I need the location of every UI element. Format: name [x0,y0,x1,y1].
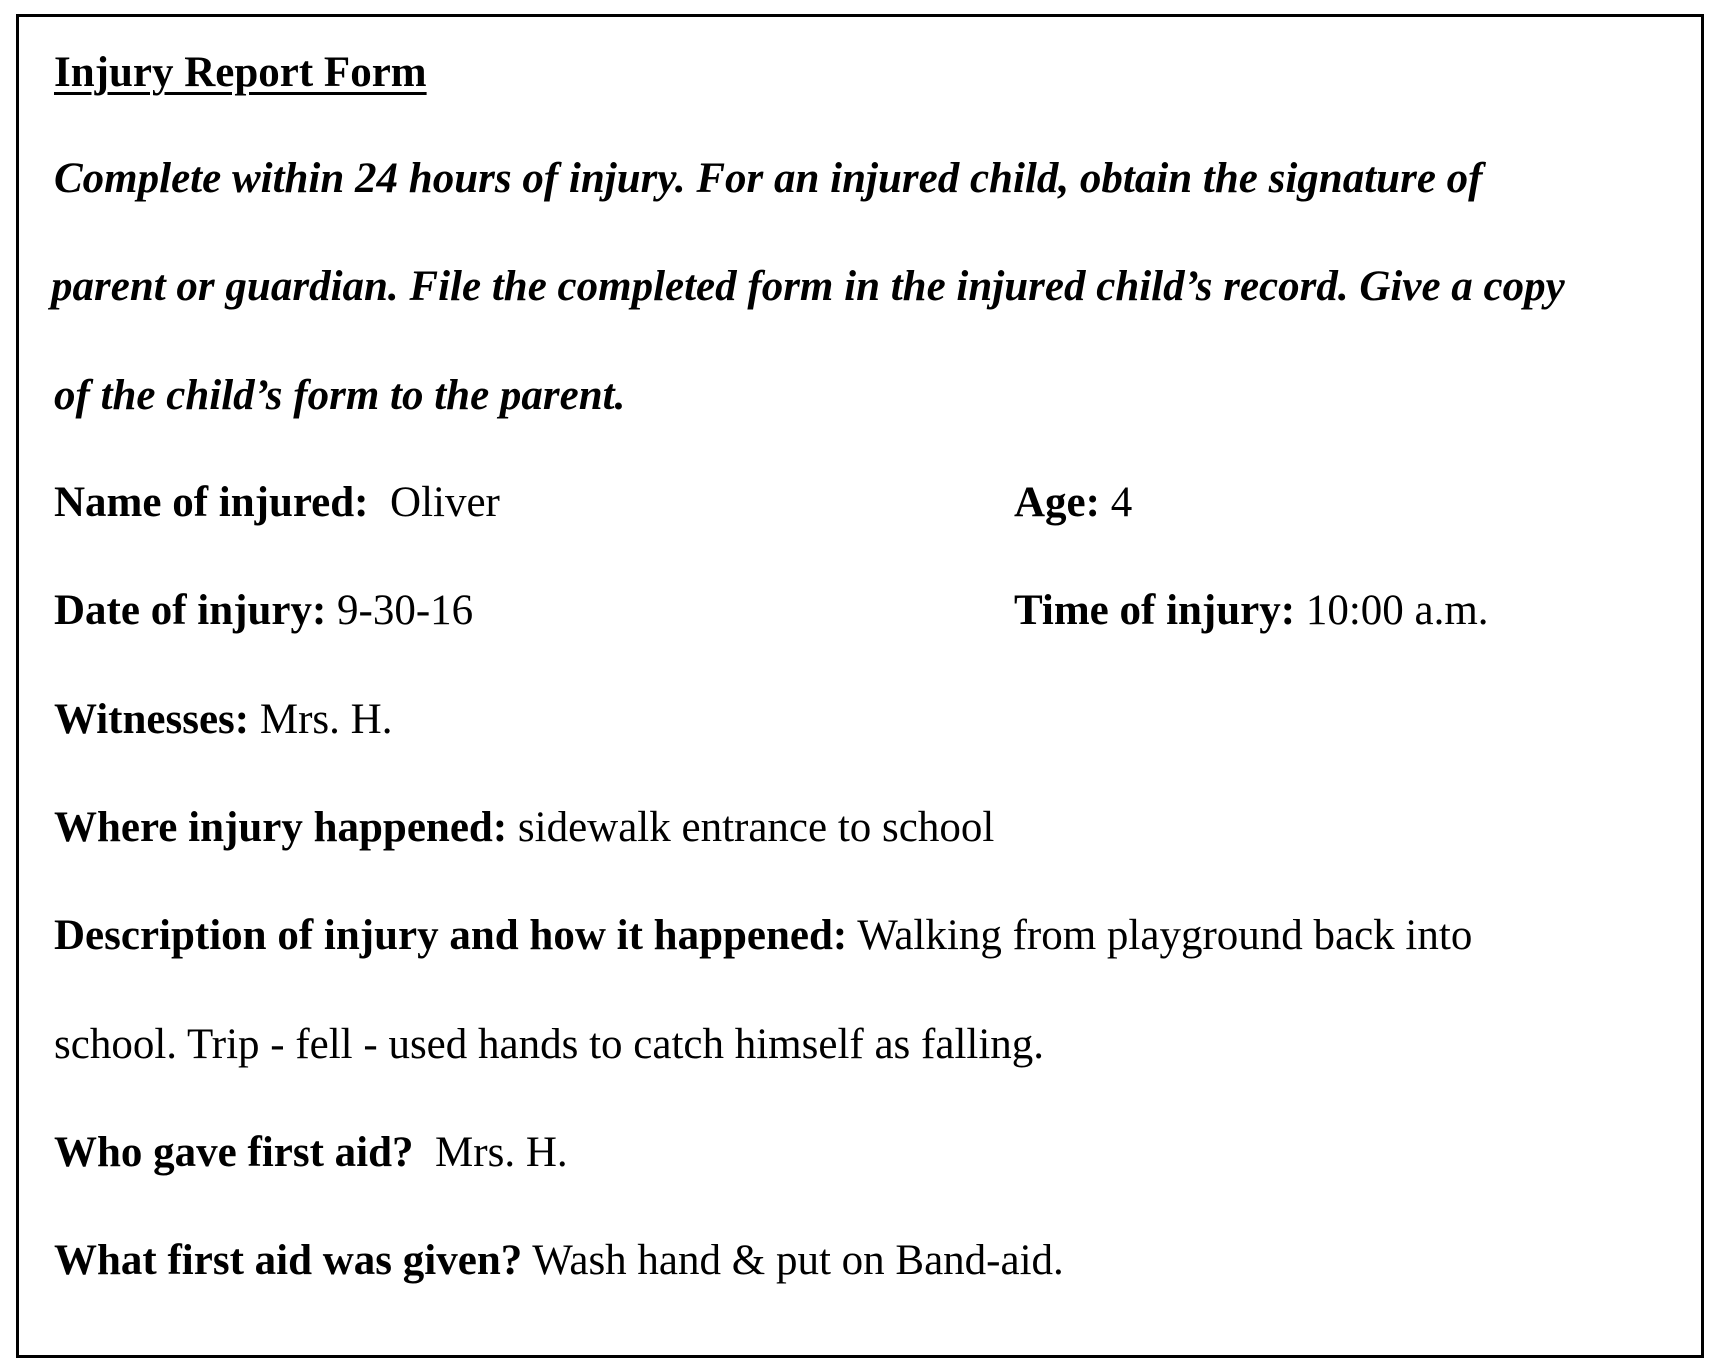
who-first-aid-field [54,1131,568,1174]
date-label: Date of injury: [54,587,327,634]
instructions-line-1: Complete within 24 hours of injury. For an injured child, obtain the signature of [54,155,1483,202]
time-field [1014,589,1489,632]
time-value: 10:00 a.m. [1305,587,1489,634]
witnesses-value: Mrs. H. [259,696,393,743]
where-label: Where injury happened: [54,804,508,851]
who-first-aid-label: Who gave first aid? [54,1129,414,1176]
age-label: Age: [1014,479,1100,526]
description-value-line-1: Walking from playground back into [857,912,1473,959]
age-value: 4 [1110,479,1133,526]
description-label: Description of injury and how it happened: [54,912,848,959]
witnesses-field [54,698,392,741]
instructions-line-3: of the child’s form to the parent. [54,372,626,419]
who-first-aid-value: Mrs. H. [435,1129,568,1176]
age-field [1014,481,1132,524]
name-value: Oliver [390,479,500,526]
date-value: 9-30-16 [337,587,474,634]
date-field [54,589,473,632]
description-value-line-2: school. Trip - fell - used hands to catch himself as falling. [54,1021,1045,1068]
form-title: Injury Report Form [54,49,427,96]
injury-report-form [16,14,1704,1358]
time-label: Time of injury: [1014,587,1296,634]
witnesses-label: Witnesses: [54,696,250,743]
what-first-aid-label: What first aid was given? [54,1237,523,1284]
where-field [54,806,994,849]
where-value: sidewalk entrance to school [517,804,995,851]
description-field [54,914,1472,957]
description-continuation [54,1023,1044,1066]
name-field [54,481,500,524]
what-first-aid-field [54,1239,1064,1282]
name-label: Name of injured: [54,479,369,526]
instructions-line-2: parent or guardian. File the completed form in the injured child’s record. Give a copy [51,263,1565,310]
what-first-aid-value: Wash hand & put on Band-aid. [532,1237,1064,1284]
